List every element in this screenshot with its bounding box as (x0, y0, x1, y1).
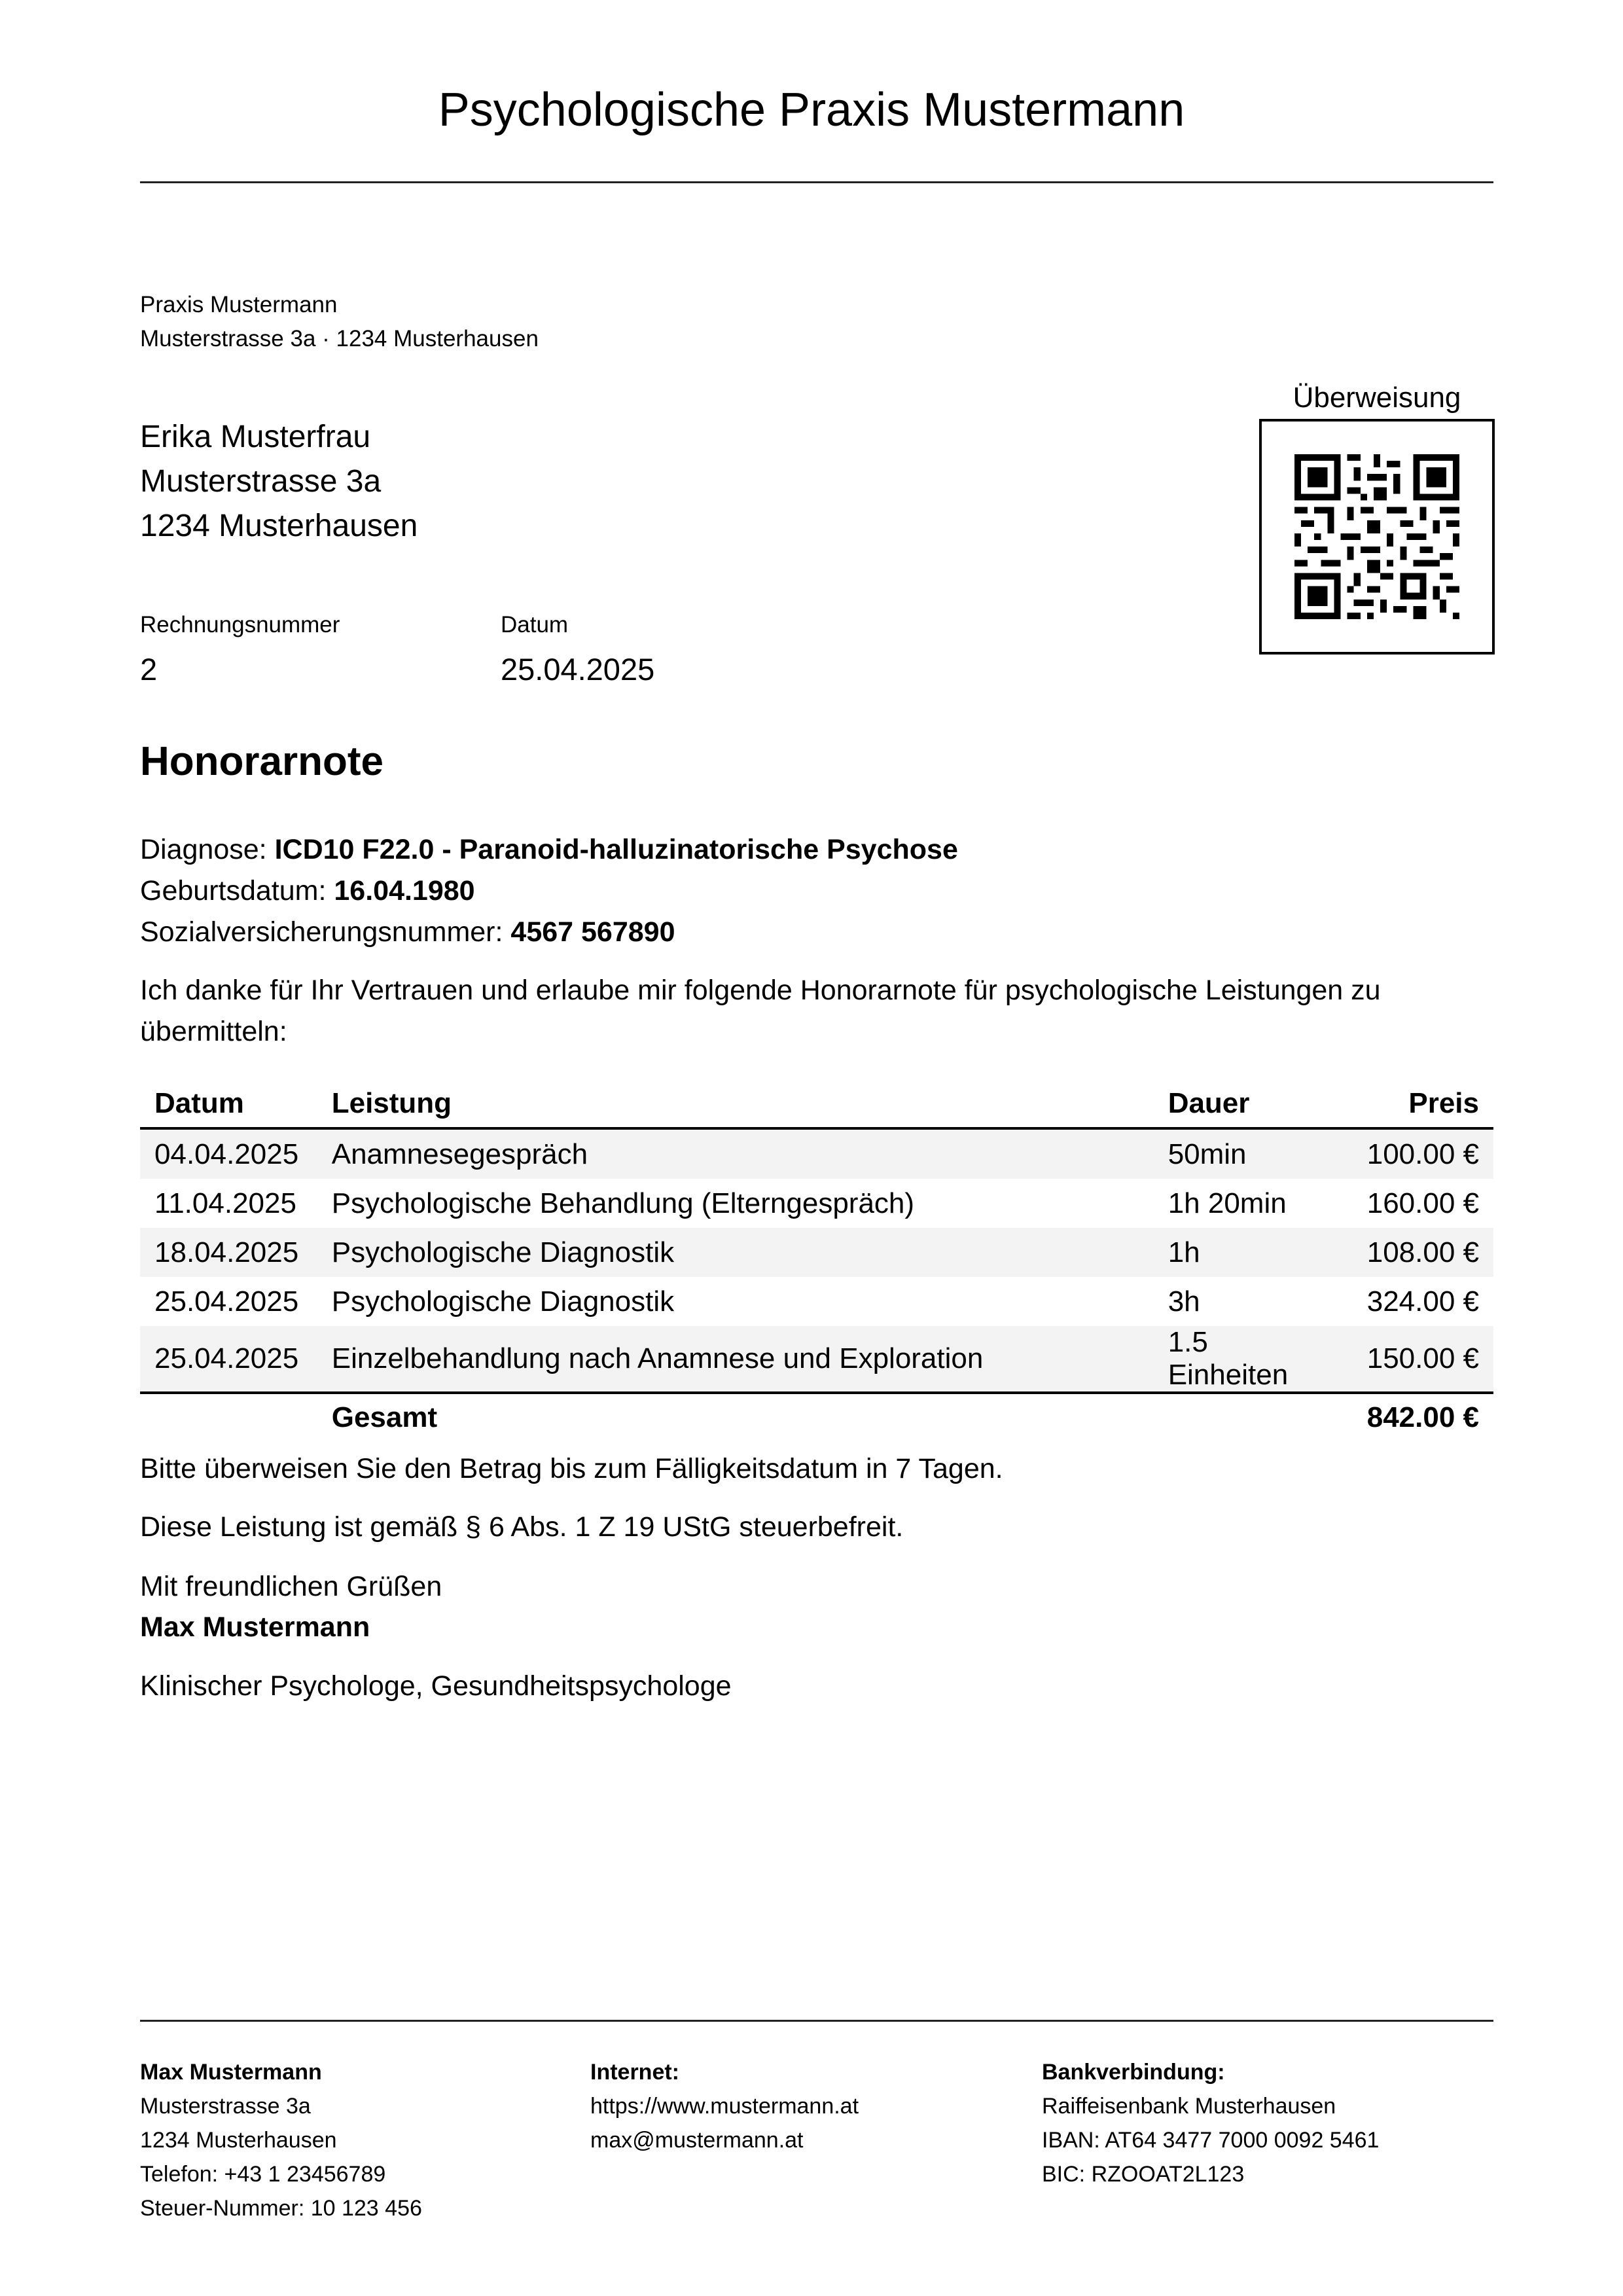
row-price: 150.00 € (1339, 1326, 1493, 1393)
column-header-price: Preis (1339, 1080, 1493, 1128)
row-date: 25.04.2025 (154, 1285, 299, 1318)
payment-qr-code (1259, 419, 1495, 655)
invoice-date: 25.04.2025 (501, 652, 655, 687)
row-price: 100.00 € (1339, 1128, 1493, 1179)
tax-note: Diese Leistung ist gemäß § 6 Abs. 1 Z 19 UStG steuerbefreit. (140, 1511, 904, 1543)
row-date: 04.04.2025 (140, 1128, 317, 1179)
footer-line: 1234 Musterhausen (140, 2128, 337, 2153)
sender-name: Praxis Mustermann (140, 292, 338, 317)
footer-contact (140, 2055, 422, 2225)
footer-website: https://www.mustermann.at (590, 2094, 859, 2119)
ssn-label: Sozialversicherungsnummer: (140, 916, 503, 948)
sender-address-block (140, 288, 539, 356)
birthdate-label: Geburtsdatum: (140, 875, 327, 906)
row-service: Psychologische Diagnostik (331, 1285, 675, 1318)
row-price: 160.00 € (1366, 1187, 1479, 1219)
diagnosis-label: Diagnose: (140, 834, 267, 865)
footer-divider (140, 2020, 1493, 2022)
footer-internet-heading: Internet: (590, 2060, 679, 2085)
invoice-number-block (140, 609, 340, 692)
row-duration: 1.5 Einheiten (1154, 1326, 1340, 1393)
column-header-service: Leistung (317, 1080, 1154, 1128)
footer-bank (1042, 2055, 1379, 2191)
birthdate-line (140, 870, 958, 912)
row-duration: 50min (1154, 1128, 1340, 1179)
table-row (140, 1277, 1493, 1326)
ssn-value: 4567 567890 (510, 916, 675, 948)
footer-bank-name: Raiffeisenbank Musterhausen (1042, 2094, 1336, 2119)
footer-iban: IBAN: AT64 3477 7000 0092 5461 (1042, 2128, 1380, 2153)
header-divider (140, 181, 1493, 183)
invoice-date-block (501, 609, 654, 692)
table-row (140, 1128, 1493, 1179)
row-date: 18.04.2025 (140, 1228, 317, 1277)
footer-email: max@mustermann.at (590, 2128, 804, 2153)
row-price: 324.00 € (1366, 1285, 1479, 1318)
qr-label: Überweisung (1293, 382, 1461, 414)
invoice-date-label: Datum (501, 612, 569, 637)
recipient-city: 1234 Musterhausen (140, 509, 418, 543)
services-table (140, 1080, 1493, 1441)
row-date: 11.04.2025 (154, 1187, 296, 1219)
patient-info (140, 829, 958, 953)
footer-contact-heading: Max Mustermann (140, 2060, 322, 2085)
intro-text: Ich danke für Ihr Vertrauen und erlaube mir folgende Honorarnote für psychologische Leistungen zu übermitteln: (140, 975, 1381, 1047)
recipient-name: Erika Musterfrau (140, 420, 371, 454)
diagnosis-line (140, 829, 958, 870)
table-header-row (140, 1080, 1493, 1128)
row-service: Psychologische Diagnostik (317, 1228, 1154, 1277)
row-service: Einzelbehandlung nach Anamnese und Exploration (317, 1326, 1154, 1393)
row-date: 25.04.2025 (140, 1326, 317, 1393)
footer-line: Musterstrasse 3a (140, 2094, 311, 2119)
diagnosis-value: ICD10 F22.0 - Paranoid-halluzinatorische Psychose (274, 834, 958, 865)
row-duration: 1h 20min (1168, 1187, 1287, 1219)
payment-note: Bitte überweisen Sie den Betrag bis zum Fälligkeitsdatum in 7 Tagen. (140, 1453, 1003, 1484)
footer-internet (590, 2055, 859, 2157)
recipient-address-block (140, 415, 418, 548)
recipient-street: Musterstrasse 3a (140, 464, 382, 499)
row-service: Psychologische Behandlung (Elterngespräch) (331, 1187, 915, 1219)
ssn-line (140, 912, 958, 953)
qr-code-icon (1294, 454, 1459, 619)
total-amount: 842.00 € (1366, 1401, 1479, 1433)
birthdate-value: 16.04.1980 (334, 875, 475, 906)
row-price: 108.00 € (1339, 1228, 1493, 1277)
column-header-date: Datum (140, 1080, 317, 1128)
signer-role: Klinischer Psychologe, Gesundheitspsychologe (140, 1670, 732, 1702)
total-row (140, 1393, 1493, 1441)
row-duration: 1h (1154, 1228, 1340, 1277)
column-header-duration: Dauer (1154, 1080, 1340, 1128)
row-duration: 3h (1168, 1285, 1200, 1318)
invoice-number-label: Rechnungsnummer (140, 612, 340, 637)
sender-address: Musterstrasse 3a · 1234 Musterhausen (140, 326, 539, 351)
table-row (140, 1228, 1493, 1277)
footer-phone: Telefon: +43 1 23456789 (140, 2162, 386, 2187)
table-row (140, 1326, 1493, 1393)
footer-tax-number: Steuer-Nummer: 10 123 456 (140, 2196, 422, 2221)
invoice-number: 2 (140, 652, 158, 687)
footer-bic: BIC: RZOOAT2L123 (1042, 2162, 1245, 2187)
practice-title: Psychologische Praxis Mustermann (438, 84, 1185, 136)
document-title: Honorarnote (140, 739, 383, 784)
greeting: Mit freundlichen Grüßen (140, 1571, 442, 1602)
signer-name: Max Mustermann (140, 1611, 370, 1643)
row-service: Anamnesegespräch (317, 1128, 1154, 1179)
table-row (140, 1179, 1493, 1228)
total-label: Gesamt (331, 1401, 438, 1433)
footer-bank-heading: Bankverbindung: (1042, 2060, 1225, 2085)
